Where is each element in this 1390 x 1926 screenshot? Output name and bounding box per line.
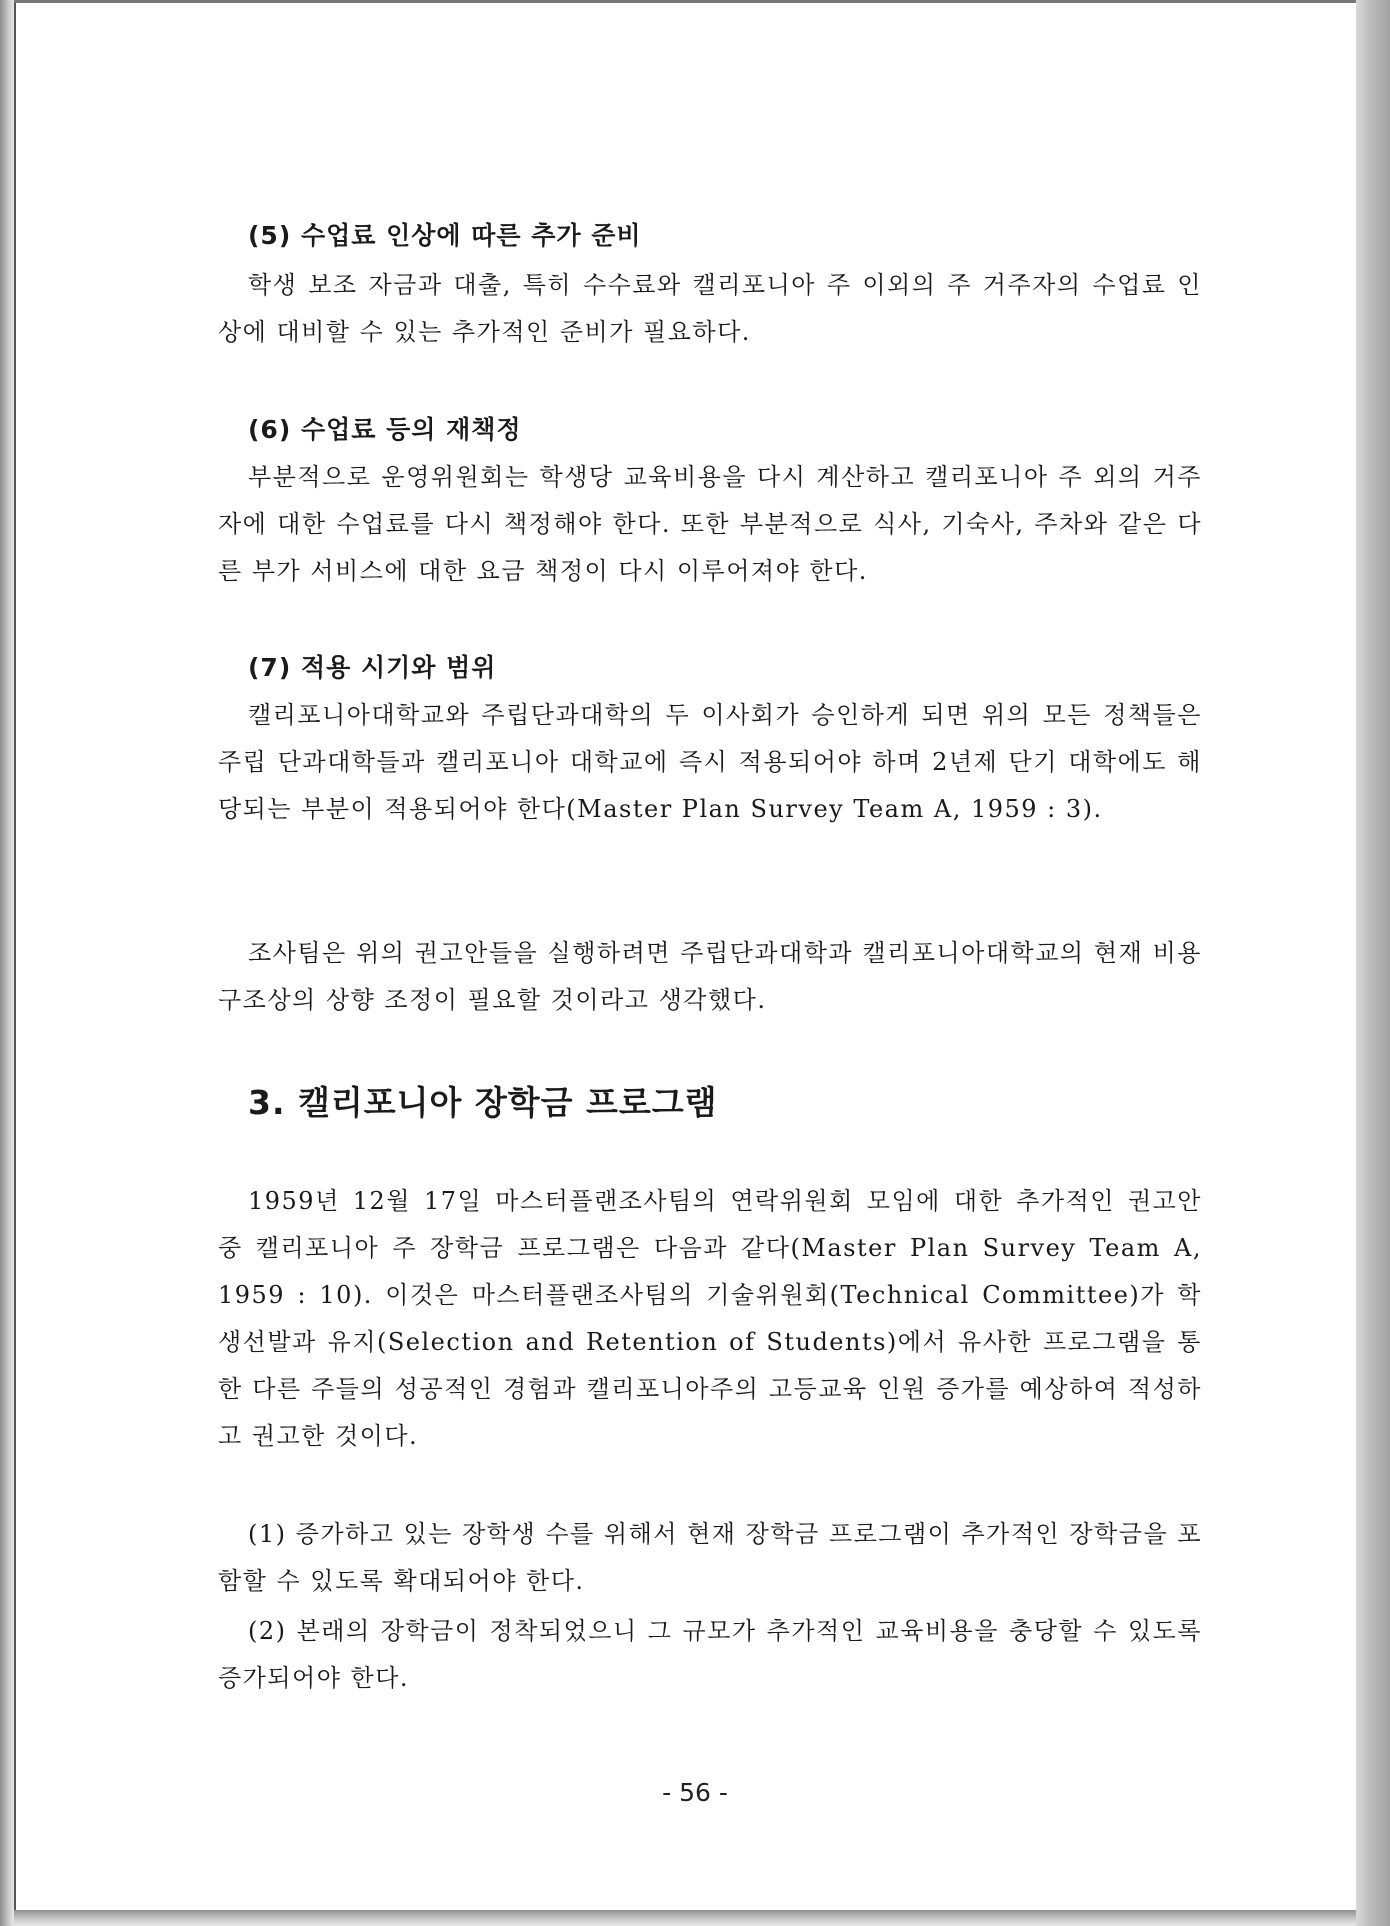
chapter-heading: 3. 캘리포니아 장학금 프로그램 — [248, 1083, 718, 1122]
page-edge-left — [0, 0, 14, 1926]
page-edge-top — [14, 0, 1356, 3]
section-heading-6: (6) 수업료 등의 재책정 — [248, 415, 522, 444]
summary-paragraph: 조사팀은 위의 권고안들을 실행하려면 주립단과대학과 캘리포니아대학교의 현재 비용 구조상의 상향 조정이 필요할 것이라고 생각했다. — [218, 939, 1202, 1014]
section-body-7: 캘리포니아대학교와 주립단과대학의 두 이사회가 승인하게 되면 위의 모든 정책들은 주립 단과대학들과 캘리포니아 대학교에 즉시 적용되어야 하며 2년제 단기 대학에도 해당되는 부분이 적용되어야 한다(Master Plan Survey Team A, 1959 : 3). — [218, 701, 1202, 823]
recommendation-item-1: (1) 증가하고 있는 장학생 수를 위해서 현재 장학금 프로그램이 추가적인 장학금을 포함할 수 있도록 확대되어야 한다. — [218, 1520, 1202, 1595]
page-edge-right — [1356, 0, 1390, 1926]
page-number: - 56 - — [662, 1778, 728, 1807]
chapter-intro: 1959년 12월 17일 마스터플랜조사팀의 연락위원회 모임에 대한 추가적인 권고안 중 캘리포니아 주 장학금 프로그램은 다음과 같다(Master Plan Survey Team A, 1959 : 10). 이것은 마스터플랜조사팀의 기술위원회(Technical Committee)가 학생선발과 유지(Selection and Retention of Students)에서 유사한 프로그램을 통한 다른 주들의 성공적인 경험과 캘리포니아주의 고등교육 인원 증가를 예상하여 적성하고 권고한 것이다. — [218, 1187, 1202, 1450]
recommendation-item-2: (2) 본래의 장학금이 정착되었으니 그 규모가 추가적인 교육비용을 충당할 수 있도록 증가되어야 한다. — [218, 1617, 1202, 1692]
section-body-5: 학생 보조 자금과 대출, 특히 수수료와 캘리포니아 주 이외의 주 거주자의 수업료 인상에 대비할 수 있는 추가적인 준비가 필요하다. — [218, 271, 1202, 346]
section-heading-7: (7) 적용 시기와 범위 — [248, 653, 497, 682]
section-heading-5: (5) 수업료 인상에 따른 추가 준비 — [248, 221, 642, 250]
page-edge-left-line — [14, 0, 16, 1926]
section-body-6: 부분적으로 운영위원회는 학생당 교육비용을 다시 계산하고 캘리포니아 주 외의 거주자에 대한 수업료를 다시 책정해야 한다. 또한 부분적으로 식사, 기숙사, 주차와 같은 다른 부가 서비스에 대한 요금 책정이 다시 이루어져야 한다. — [218, 463, 1202, 585]
page-edge-bottom — [14, 1910, 1356, 1926]
